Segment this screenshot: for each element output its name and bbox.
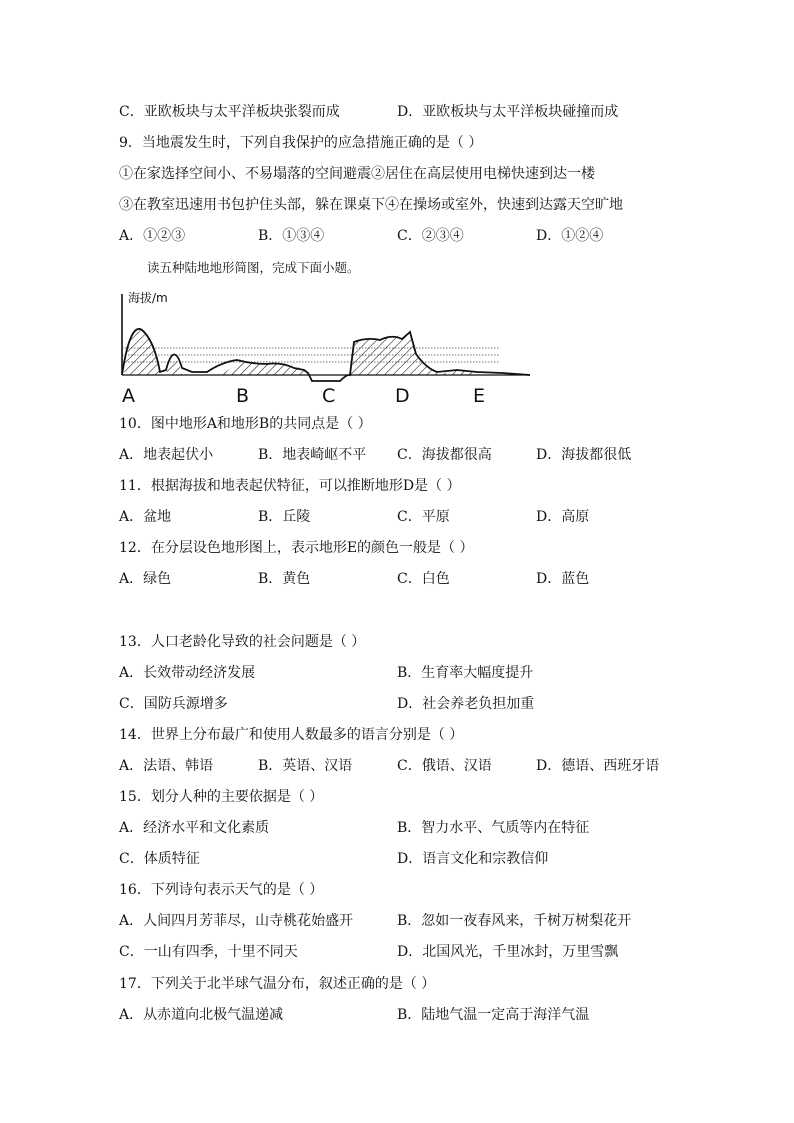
q10-option-b: B．地表崎岖不平 xyxy=(258,447,367,463)
q11-option-b: B．丘陵 xyxy=(258,509,311,525)
q14-stem: 14．世界上分布最广和使用人数最多的语言分别是（ ） xyxy=(119,727,464,743)
q10-option-c: C．海拔都很高 xyxy=(397,447,492,463)
terrain-profile-figure xyxy=(112,282,542,408)
q13-option-d: D．社会养老负担加重 xyxy=(397,696,535,712)
q9-statement-1: ①在家选择空间小、不易塌落的空间避震②居住在高层使用电梯快速到达一楼 xyxy=(119,166,595,182)
terrain-label-e: E xyxy=(473,385,486,407)
terrain-label-d: D xyxy=(395,385,410,407)
q8-option-d: D．亚欧板块与太平洋板块碰撞而成 xyxy=(397,104,619,120)
q11-option-c: C．平原 xyxy=(397,509,450,525)
q15-option-c: C．体质特征 xyxy=(119,851,200,867)
q16-option-d: D．北国风光，千里冰封，万里雪飘 xyxy=(397,944,619,960)
q17-option-b: B．陆地气温一定高于海洋气温 xyxy=(397,1007,590,1023)
q10-option-d: D．海拔都很低 xyxy=(536,447,632,463)
q14-option-a: A．法语、韩语 xyxy=(119,758,214,774)
q12-stem: 12．在分层设色地形图上，表示地形E的颜色一般是（ ） xyxy=(119,540,474,556)
q11-stem: 11．根据海拔和地表起伏特征，可以推断地形D是（ ） xyxy=(119,478,461,494)
q9-stem: 9．当地震发生时，下列自我保护的应急措施正确的是（ ） xyxy=(119,135,483,151)
q14-option-c: C．俄语、汉语 xyxy=(397,758,492,774)
terrain-label-a: A xyxy=(122,385,135,407)
q9-option-c: C．②③④ xyxy=(397,228,464,244)
q16-option-a: A．人间四月芳菲尽，山寺桃花始盛开 xyxy=(119,913,354,929)
terrain-label-b: B xyxy=(236,385,250,407)
q15-option-d: D．语言文化和宗教信仰 xyxy=(397,851,549,867)
q15-stem: 15．划分人种的主要依据是（ ） xyxy=(119,789,324,805)
q9-statement-2: ③在教室迅速用书包护住头部，躲在课桌下④在操场或室外，快速到达露天空旷地 xyxy=(119,197,623,213)
q14-option-b: B．英语、汉语 xyxy=(258,758,353,774)
q16-option-b: B．忽如一夜春风来，千树万树梨花开 xyxy=(397,913,632,929)
q13-option-b: B．生育率大幅度提升 xyxy=(397,665,534,681)
q10-stem: 10．图中地形A和地形B的共同点是（ ） xyxy=(119,416,372,432)
q17-stem: 17．下列关于北半球气温分布，叙述正确的是（ ） xyxy=(119,976,436,992)
q16-option-c: C．一山有四季，十里不同天 xyxy=(119,944,298,960)
q16-stem: 16．下列诗句表示天气的是（ ） xyxy=(119,882,324,898)
q12-option-d: D．蓝色 xyxy=(536,571,590,587)
q9-option-b: B．①③④ xyxy=(258,228,325,244)
q15-option-b: B．智力水平、气质等内在特征 xyxy=(397,820,590,836)
q17-option-a: A．从赤道向北极气温递减 xyxy=(119,1007,284,1023)
figure-intro: 读五种陆地地形简图，完成下面小题。 xyxy=(147,260,360,275)
q13-stem: 13．人口老龄化导致的社会问题是（ ） xyxy=(119,634,366,650)
y-axis-label: 海拔/m xyxy=(128,291,168,305)
q12-option-a: A．绿色 xyxy=(119,571,172,587)
q9-option-a: A．①②③ xyxy=(119,228,186,244)
q9-option-d: D．①②④ xyxy=(536,228,604,244)
q12-option-c: C．白色 xyxy=(397,571,450,587)
q14-option-d: D．德语、西班牙语 xyxy=(536,758,660,774)
terrain-label-c: C xyxy=(322,385,336,407)
q15-option-a: A．经济水平和文化素质 xyxy=(119,820,270,836)
q11-option-d: D．高原 xyxy=(536,509,590,525)
q13-option-a: A．长效带动经济发展 xyxy=(119,665,256,681)
q8-option-c: C．亚欧板块与太平洋板块张裂而成 xyxy=(119,104,340,120)
q13-option-c: C．国防兵源增多 xyxy=(119,696,228,712)
q10-option-a: A．地表起伏小 xyxy=(119,447,214,463)
q11-option-a: A．盆地 xyxy=(119,509,172,525)
q12-option-b: B．黄色 xyxy=(258,571,311,587)
